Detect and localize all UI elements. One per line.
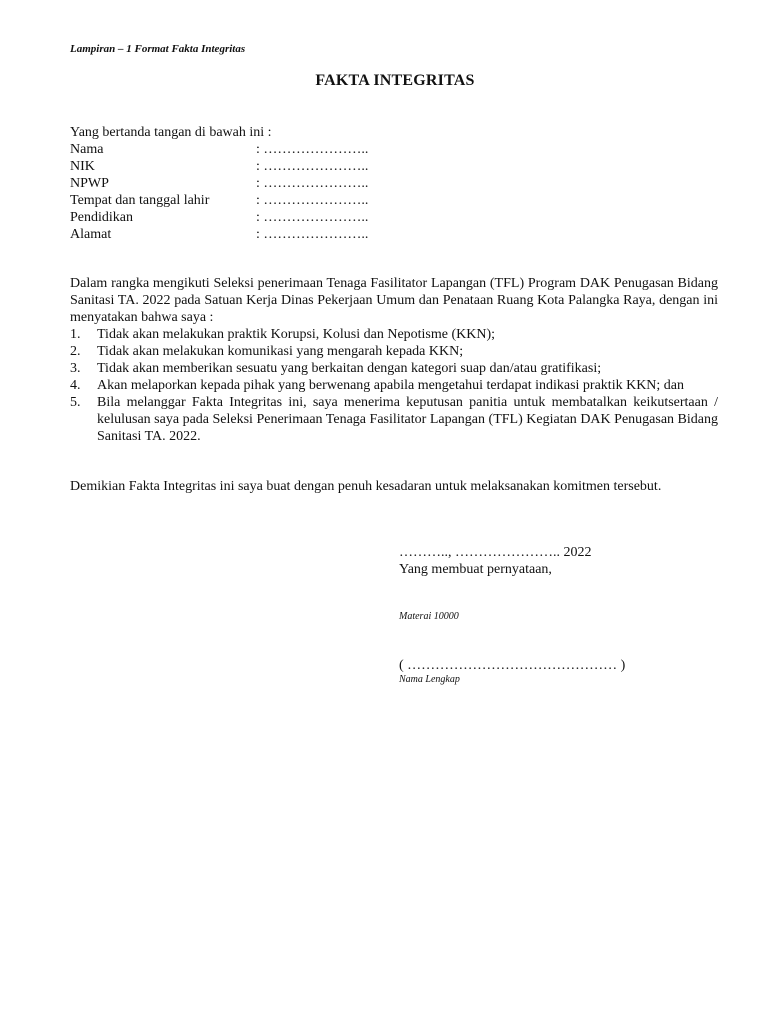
field-value: : ………………….. (256, 227, 369, 242)
field-label: NPWP (70, 176, 109, 191)
field-row-address (70, 226, 368, 243)
field-value: : ………………….. (256, 159, 369, 174)
item-number: 3. (70, 361, 81, 376)
statement-list (70, 326, 718, 445)
field-value: : ………………….. (256, 210, 369, 225)
field-row-npwp (70, 175, 368, 192)
list-item (70, 326, 718, 343)
field-label: Tempat dan tanggal lahir (70, 193, 210, 208)
identity-intro: Yang bertanda tangan di bawah ini : (70, 125, 272, 140)
body-paragraph: Dalam rangka mengikuti Seleksi penerimaan Tenaga Fasilitator Lapangan (TFL) Program DAK Penugasan Bidang Sanitasi TA. 2022 pada Satuan Kerja Dinas Pekerjaan Umum dan Penataan Ruang Kota Palangka Raya, dengan ini menyatakan bahwa saya : (70, 276, 718, 325)
field-row-birth (70, 192, 368, 209)
item-number: 2. (70, 344, 81, 359)
signature-maker-label: Yang membuat pernyataan, (399, 562, 552, 577)
field-row-nik (70, 158, 368, 175)
field-label: NIK (70, 159, 95, 174)
document-title: FAKTA INTEGRITAS (315, 72, 475, 89)
field-row-education (70, 209, 368, 226)
field-value: : ………………….. (256, 193, 369, 208)
signature-name-caption: Nama Lengkap (399, 674, 460, 685)
attachment-label: Lampiran – 1 Format Fakta Integritas (70, 43, 246, 55)
signature-place-date: ……….., ………………….. 2022 (399, 545, 592, 560)
identity-fields (70, 141, 368, 243)
item-text: Tidak akan memberikan sesuatu yang berkaitan dengan kategori suap dan/atau gratifikasi; (97, 361, 602, 376)
list-item (70, 360, 718, 377)
field-row-nama (70, 141, 368, 158)
stamp-label: Materai 10000 (399, 611, 459, 622)
signature-name-line: ( ……………………………………… ) (399, 658, 626, 673)
item-number: 5. (70, 395, 81, 410)
item-number: 4. (70, 378, 81, 393)
field-value: : ………………….. (256, 142, 369, 157)
item-text: Tidak akan melakukan praktik Korupsi, Kolusi dan Nepotisme (KKN); (97, 327, 496, 342)
item-text: Bila melanggar Fakta Integritas ini, saya menerima keputusan panitia untuk membatalkan keikutsertaan / kelulusan saya pada Seleksi Penerimaan Tenaga Fasilitator Lapangan (TFL) Kegiatan DAK Penugasan Bidang Sanitasi TA. 2022. (97, 395, 718, 444)
field-label: Nama (70, 142, 104, 157)
list-item (70, 377, 718, 394)
closing-paragraph: Demikian Fakta Integritas ini saya buat dengan penuh kesadaran untuk melaksanakan komitmen tersebut. (70, 479, 662, 494)
list-item (70, 343, 718, 360)
item-text: Akan melaporkan kepada pihak yang berwenang apabila mengetahui terdapat indikasi praktik KKN; dan (97, 378, 685, 393)
field-label: Alamat (70, 227, 112, 242)
item-number: 1. (70, 327, 81, 342)
field-label: Pendidikan (70, 210, 133, 225)
item-text: Tidak akan melakukan komunikasi yang mengarah kepada KKN; (97, 344, 464, 359)
field-value: : ………………….. (256, 176, 369, 191)
list-item (70, 394, 718, 445)
